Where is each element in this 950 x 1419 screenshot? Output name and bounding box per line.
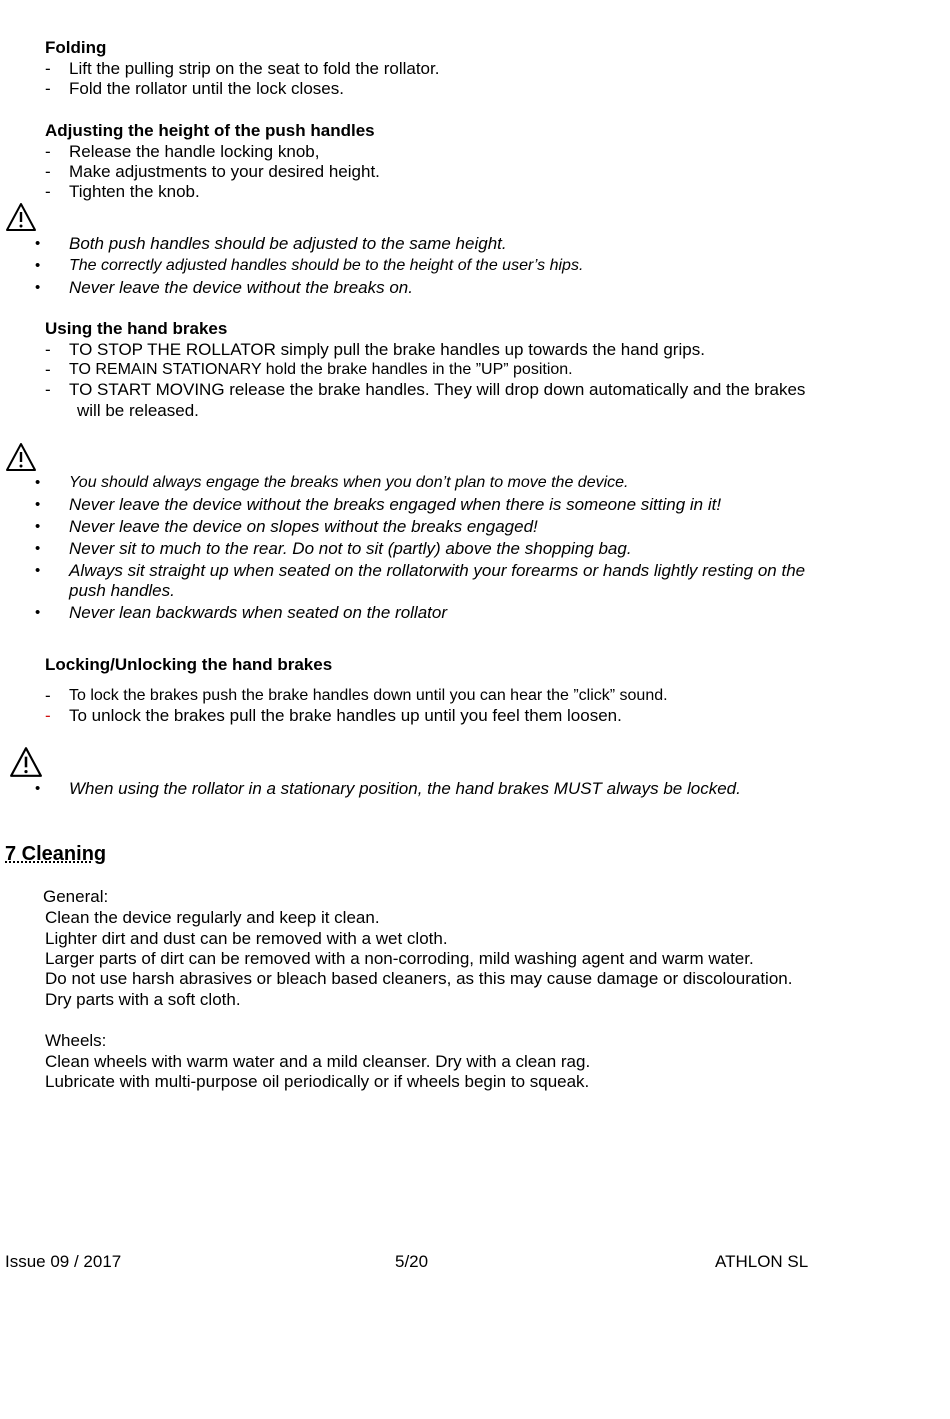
- footer-product-name: ATHLON SL: [715, 1252, 809, 1271]
- bullet: •: [35, 257, 41, 274]
- folding-step-1: Lift the pulling strip on the seat to fold the rollator.: [69, 59, 440, 78]
- adjust-warning-1: Both push handles should be adjusted to the same height.: [69, 234, 507, 253]
- dash: -: [45, 142, 51, 161]
- bullet: •: [35, 540, 41, 557]
- brakes-step-2: TO REMAIN STATIONARY hold the brake handles in the ”UP” position.: [69, 361, 573, 378]
- adjust-heading: Adjusting the height of the push handles: [45, 121, 375, 140]
- general-line-2: Lighter dirt and dust can be removed with a wet cloth.: [45, 929, 448, 948]
- general-line-4: Do not use harsh abrasives or bleach based cleaners, as this may cause damage or discolouration.: [45, 969, 793, 988]
- warning-triangle-icon: [5, 202, 37, 232]
- dash: -: [45, 182, 51, 201]
- bullet: •: [35, 496, 41, 513]
- brakes-warning-1: You should always engage the breaks when you don’t plan to move the device.: [69, 474, 629, 491]
- brakes-heading: Using the hand brakes: [45, 319, 228, 338]
- locking-warning-1: When using the rollator in a stationary position, the hand brakes MUST always be locked.: [69, 779, 741, 798]
- general-line-3: Larger parts of dirt can be removed with a non-corroding, mild washing agent and warm water.: [45, 949, 754, 968]
- dash: -: [45, 162, 51, 181]
- general-line-1: Clean the device regularly and keep it clean.: [45, 908, 380, 927]
- bullet: •: [35, 235, 41, 252]
- dash: -: [45, 79, 51, 98]
- locking-heading: Locking/Unlocking the hand brakes: [45, 655, 333, 674]
- brakes-warning-5: Always sit straight up when seated on the rollatorwith your forearms or hands lightly resting on the: [69, 561, 806, 580]
- locking-step-1: To lock the brakes push the brake handles down until you can hear the ”click” sound.: [69, 687, 668, 704]
- brakes-warning-2: Never leave the device without the breaks engaged when there is someone sitting in it!: [69, 495, 722, 514]
- footer-page-number: 5/20: [395, 1252, 429, 1271]
- brakes-warning-6: Never lean backwards when seated on the rollator: [69, 603, 447, 622]
- adjust-warning-2: The correctly adjusted handles should be to the height of the user’s hips.: [69, 257, 584, 274]
- dash: -: [45, 360, 51, 379]
- dash: -: [45, 59, 51, 78]
- wheels-line-1: Clean wheels with warm water and a mild cleanser. Dry with a clean rag.: [45, 1052, 591, 1071]
- dash: -: [45, 340, 51, 359]
- folding-heading: Folding: [45, 38, 107, 57]
- warning-triangle-icon: [5, 442, 37, 472]
- general-label: General:: [43, 887, 109, 906]
- dash: -: [45, 380, 51, 399]
- adjust-step-2: Make adjustments to your desired height.: [69, 162, 380, 181]
- adjust-step-1: Release the handle locking knob,: [69, 142, 320, 161]
- bullet: •: [35, 780, 41, 797]
- brakes-warning-5-continued: push handles.: [69, 581, 175, 600]
- bullet: •: [35, 279, 41, 296]
- folding-step-2: Fold the rollator until the lock closes.: [69, 79, 344, 98]
- warning-triangle-icon: [9, 746, 43, 778]
- bullet: •: [35, 604, 41, 621]
- bullet: •: [35, 562, 41, 579]
- adjust-step-3: Tighten the knob.: [69, 182, 200, 201]
- bullet: •: [35, 474, 41, 491]
- brakes-warning-3: Never leave the device on slopes without the breaks engaged!: [69, 517, 538, 536]
- general-line-5: Dry parts with a soft cloth.: [45, 990, 241, 1009]
- wheels-line-2: Lubricate with multi-purpose oil periodically or if wheels begin to squeak.: [45, 1072, 590, 1091]
- brakes-warning-4: Never sit to much to the rear. Do not to sit (partly) above the shopping bag.: [69, 539, 632, 558]
- bullet: •: [35, 518, 41, 535]
- brakes-step-3: TO START MOVING release the brake handles. They will drop down automatically and the brakes: [69, 380, 806, 399]
- brakes-step-1: TO STOP THE ROLLATOR simply pull the brake handles up towards the hand grips.: [69, 340, 705, 359]
- dash: -: [45, 686, 51, 705]
- brakes-step-3-continued: will be released.: [77, 401, 199, 420]
- footer-issue: Issue 09 / 2017: [5, 1252, 122, 1271]
- section-heading-cleaning: 7 Cleaning: [5, 843, 107, 865]
- wheels-label: Wheels:: [45, 1031, 107, 1050]
- locking-step-2: To unlock the brakes pull the brake handles up until you feel them loosen.: [69, 706, 622, 725]
- dash: -: [45, 706, 51, 725]
- adjust-warning-3: Never leave the device without the breaks on.: [69, 278, 413, 297]
